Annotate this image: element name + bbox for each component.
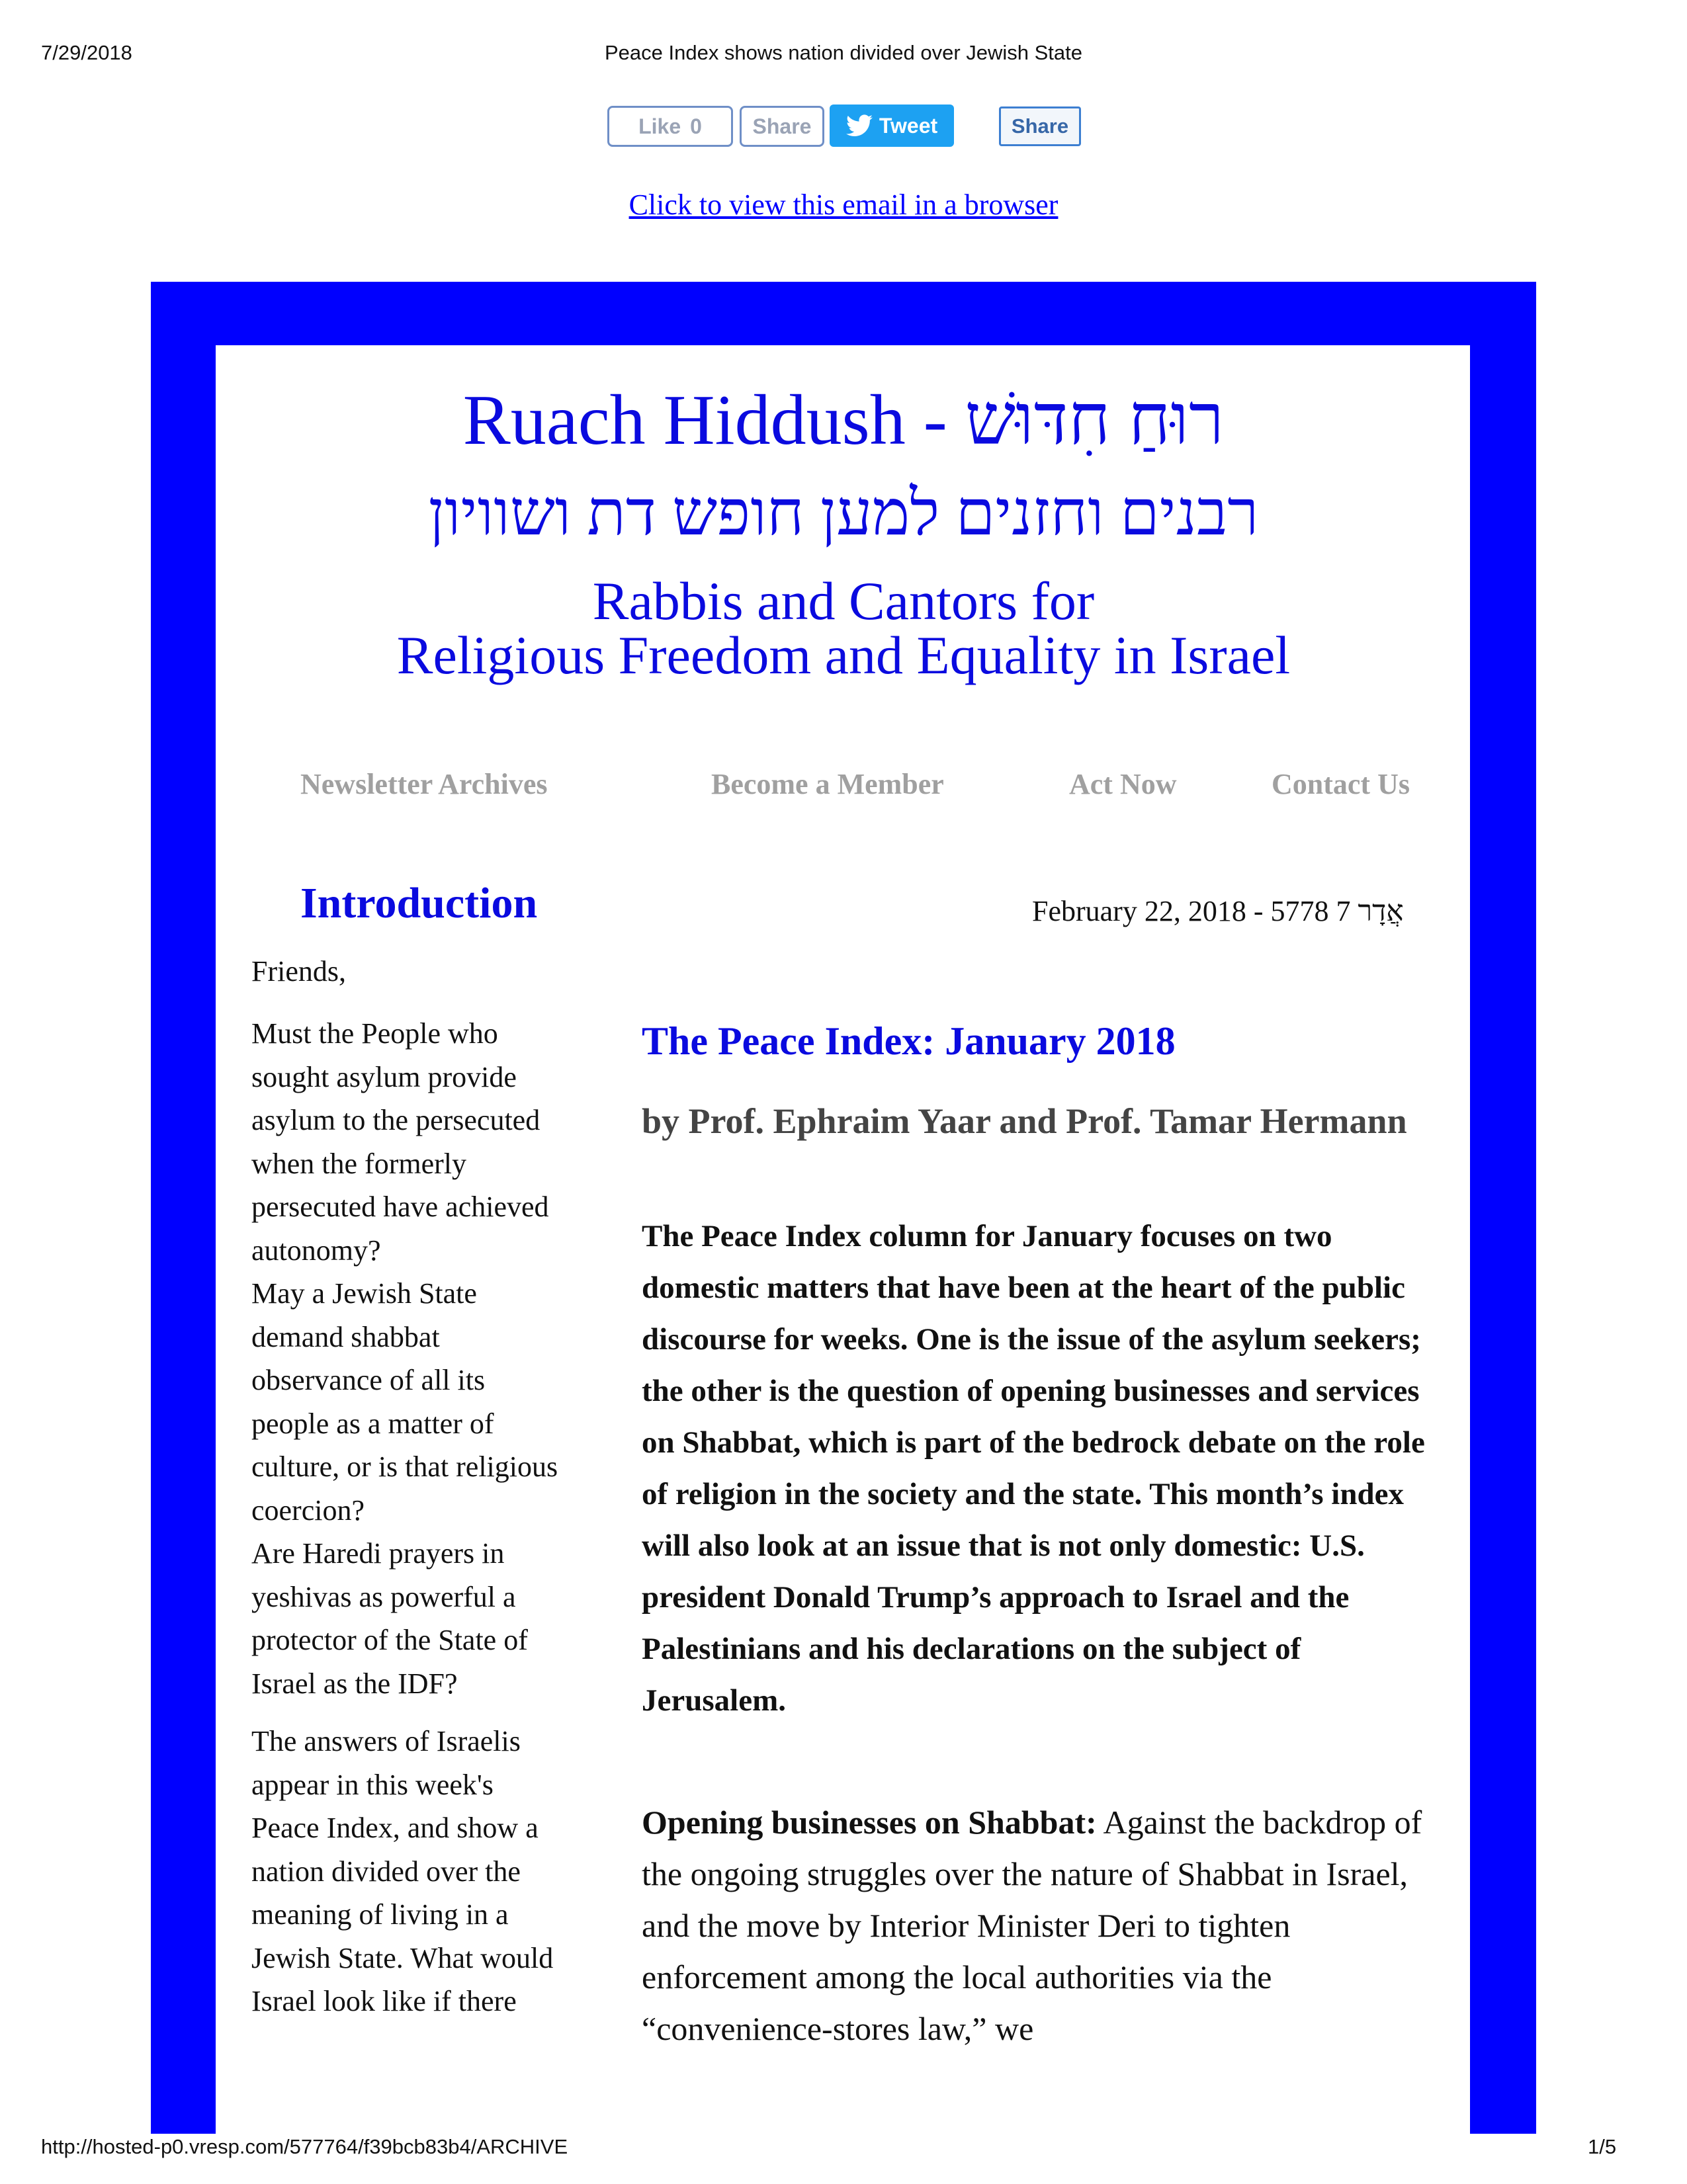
intro-paragraph-2 [251, 1720, 595, 2023]
intro-line: persecuted have achieved [251, 1191, 549, 1223]
nav-newsletter-archives[interactable]: Newsletter Archives [300, 768, 548, 800]
intro-line: Jewish State. What would [251, 1941, 554, 1974]
intro-line: Peace Index, and show a [251, 1812, 539, 1844]
tagline-line-2: Religious Freedom and Equality in Israel [396, 625, 1291, 685]
newsletter-title: Ruach Hiddush - רוּחַ חִדּוּשׁ [462, 381, 1225, 460]
intro-line: nation divided over the [251, 1855, 521, 1888]
intro-line: asylum to the persecuted [251, 1104, 541, 1136]
section-text: Against the backdrop of the ongoing struggles over the nature of Shabbat in Israel, and the move by Interior Minister Deri to tighten enforcement among the local authorities via the “convenience-stores law,” we [642, 1804, 1422, 2047]
intro-heading: Introduction [300, 879, 538, 927]
intro-line: May a Jewish State [251, 1277, 477, 1310]
tagline-line-1: Rabbis and Cantors for [592, 571, 1095, 631]
intro-paragraph-1 [251, 1012, 595, 1705]
intro-line: Are Haredi prayers in [251, 1537, 505, 1570]
intro-line: meaning of living in a [251, 1898, 509, 1931]
intro-line: protector of the State of [251, 1624, 528, 1656]
print-url: http://hosted-p0.vresp.com/577764/f39bcb83b4/ARCHIVE [41, 2135, 568, 2158]
intro-line: culture, or is that religious [251, 1450, 558, 1483]
print-date: 7/29/2018 [41, 41, 132, 64]
tweet-button[interactable] [830, 105, 954, 147]
intro-line: observance of all its [251, 1364, 486, 1396]
intro-line: demand shabbat [251, 1320, 440, 1353]
share-label: Share [752, 114, 812, 138]
view-in-browser-link[interactable]: Click to view this email in a browser [628, 189, 1059, 221]
intro-line: when the formerly [251, 1147, 466, 1180]
intro-line: sought asylum provide [251, 1060, 517, 1093]
article-lead: The Peace Index column for January focuses on two domestic matters that have been at the heart of the public discourse for weeks. One is the issue of the asylum seekers; the other is the question of opening businesses and services on Shabbat, which is part of the bedrock debate on the role of religion in the society and the state. This month’s index will also look at an issue that is not only domestic: U.S. president Donald Trump’s approach to Israel and the Palestinians and his declarations on the subject of Jerusalem. [642, 1219, 1425, 1718]
intro-line: yeshivas as powerful a [251, 1580, 516, 1613]
nav-become-member[interactable]: Become a Member [711, 768, 944, 800]
organization-tagline [0, 571, 1687, 685]
print-page-number: 1/5 [1588, 2135, 1617, 2158]
intro-greeting: Friends, [251, 955, 346, 987]
article-byline: by Prof. Ephraim Yaar and Prof. Tamar Hermann [642, 1101, 1407, 1141]
tweet-label: Tweet [879, 113, 938, 138]
intro-line: Israel look like if there [251, 1985, 517, 2017]
like-label: Like [638, 114, 681, 138]
hebrew-subtitle: רבנים וחזנים למען חופש דת ושוויון [428, 478, 1259, 548]
intro-line: appear in this week's [251, 1768, 494, 1801]
intro-line: coercion? [251, 1493, 365, 1527]
intro-line: autonomy? [251, 1234, 381, 1267]
nav-contact-us[interactable]: Contact Us [1272, 768, 1410, 800]
article-section-shabbat [642, 1796, 1442, 2054]
issue-date: February 22, 2018 - 5778 אֲדָר 7 [1032, 895, 1404, 927]
facebook-share-button[interactable] [740, 106, 824, 147]
article-title: The Peace Index: January 2018 [642, 1019, 1176, 1063]
nav-act-now[interactable]: Act Now [1069, 768, 1177, 800]
intro-line: The answers of Israelis [251, 1725, 521, 1757]
share2-label: Share [1011, 114, 1069, 138]
section-label: Opening businesses on Shabbat: [642, 1804, 1097, 1841]
facebook-like-button[interactable] [607, 106, 733, 147]
print-page-title: Peace Index shows nation divided over Jewish State [604, 41, 1083, 64]
like-count: 0 [690, 114, 702, 138]
intro-line: Israel as the IDF? [251, 1667, 458, 1700]
twitter-bird-icon [846, 114, 873, 137]
intro-line: people as a matter of [251, 1407, 494, 1440]
intro-line: Must the People who [251, 1017, 498, 1050]
share-button[interactable] [999, 106, 1081, 146]
